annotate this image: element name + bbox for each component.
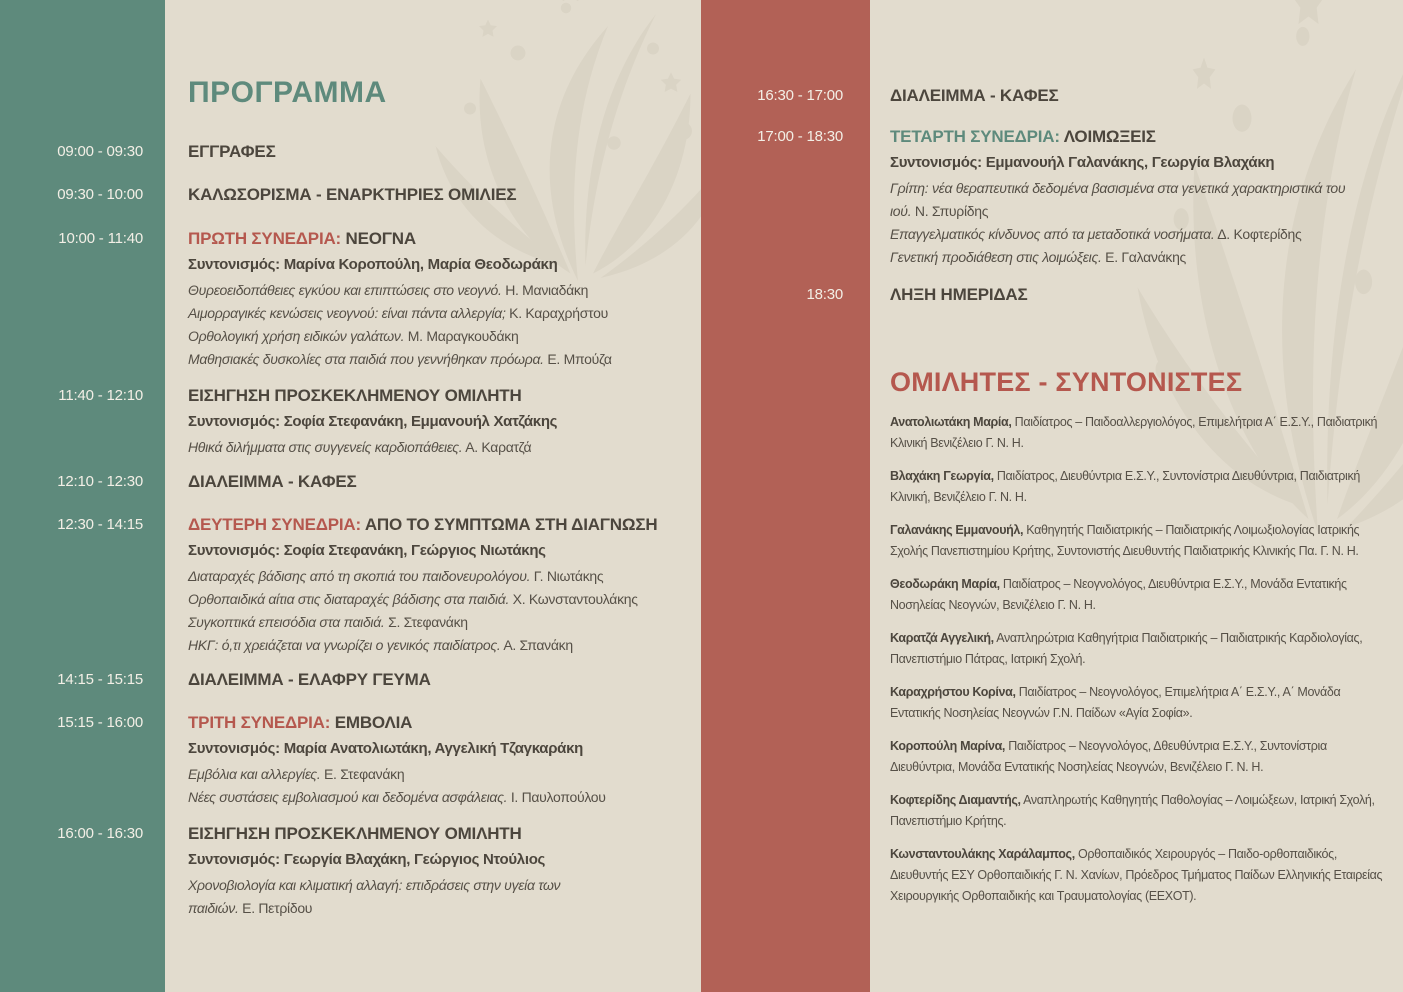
speaker-entry [890, 520, 1390, 562]
speakers-title: ΟΜΙΛΗΤΕΣ - ΣΥΝΤΟΝΙΣΤΕΣ [890, 367, 1243, 397]
session-heading: ΛΗΞΗ ΗΜΕΡΙΔΑΣ [890, 285, 1028, 304]
session-heading: ΕΓΓΡΑΦΕΣ [188, 142, 276, 161]
talk-speaker: Κ. Καραχρήστου [509, 305, 608, 321]
session-title: ΝΕΟΓΝΑ [345, 229, 416, 248]
middle-time-band [701, 0, 870, 992]
talk-topic: Εμβόλια και αλλεργίες. [188, 766, 321, 782]
talk-topic: Θυρεοειδοπάθειες εγκύου και επιπτώσεις στο νεογνό. [188, 282, 502, 298]
talk-line [188, 279, 693, 302]
talk-line [188, 565, 693, 588]
talk-topic: ΗΚΓ: ό,τι χρειάζεται να γνωρίζει ο γενικός παιδίατρος. [188, 637, 501, 653]
session-title: ΕΜΒΟΛΙΑ [334, 713, 413, 732]
talk-speaker: Ε. Μπούζα [547, 351, 612, 367]
talk-speaker: Δ. Κοφτερίδης [1217, 226, 1302, 242]
speaker-name: Κοφτερίδης Διαμαντής, [890, 793, 1021, 807]
speaker-entry [890, 844, 1390, 907]
talk-speaker: Σ. Στεφανάκη [388, 614, 468, 630]
speakers-section [890, 366, 1390, 919]
time-label: 17:00 - 18:30 [757, 128, 843, 145]
speaker-entry [890, 574, 1390, 616]
speaker-name: Ανατολιωτάκη Μαρία, [890, 415, 1012, 429]
talk-speaker: Α. Καρατζά [465, 439, 532, 455]
talk-line [188, 348, 693, 371]
time-label: 11:40 - 12:10 [58, 387, 143, 404]
time-label: 14:15 - 15:15 [57, 671, 143, 688]
talk-line [890, 246, 1352, 269]
talk-speaker: Η. Μανιαδάκη [505, 282, 589, 298]
page-title: ΠΡΟΓΡΑΜΜΑ [188, 76, 387, 109]
talk-topic: Ορθολογική χρήση ειδικών γαλάτων. [188, 328, 405, 344]
speaker-bio: Αναπληρώτρια Καθηγήτρια Παιδιατρικής – Παιδιατρικής Καρδιολογίας, Πανεπιστήμιο Πάτρας, Ιατρική Σχολή. [890, 631, 1363, 666]
session-heading [188, 711, 693, 734]
speaker-bio: Παιδίατρος – Νεογνολόγος, Δθευθύντρια Ε.Σ.Υ., Συντονίστρια Διευθύντρια, Μονάδα Εντατικής Νοσηλείας Νεογνών, Βενιζέλειο Γ. Ν. Η. [890, 739, 1327, 774]
talk-speaker: Ι. Παυλοπούλου [510, 789, 606, 805]
speaker-entry [890, 412, 1390, 454]
speaker-name: Καραχρήστου Κορίνα, [890, 685, 1016, 699]
time-label: 09:30 - 10:00 [57, 186, 143, 203]
speaker-entry [890, 736, 1390, 778]
moderators-line: Συντονισμός: Μαρία Ανατολιωτάκη, Αγγελική Τζαγκαράκη [188, 740, 584, 757]
talk-topic: Συγκοπτικά επεισόδια στα παιδιά. [188, 614, 385, 630]
talk-topic: Μαθησιακές δυσκολίες στα παιδιά που γεννήθηκαν πρόωρα. [188, 351, 544, 367]
talk-speaker: Ν. Σπυρίδης [914, 203, 989, 219]
talk-line [188, 763, 693, 786]
talk-topic: Αιμορραγικές κενώσεις νεογνού: είναι πάντα αλλεργία; [188, 305, 506, 321]
talk-topic: Διαταραχές βάδισης από τη σκοπιά του παιδονευρολόγου. [188, 568, 531, 584]
session-label: ΔΕΥΤΕΡΗ ΣΥΝΕΔΡΙΑ: [188, 515, 361, 534]
speaker-bio: Καθηγητής Παιδιατρικής – Παιδιατρικής Λοιμωξιολογίας Ιατρικής Σχολής Πανεπιστημίου Κρήτης, Συντονιστής Διευθυντής Παιδιατρικής Κλινικής Πα. Γ. Ν. Η. [890, 523, 1360, 558]
time-label: 09:00 - 09:30 [57, 143, 143, 160]
talk-topic: Γενετική προδιάθεση στις λοιμώξεις. [890, 249, 1102, 265]
session-label: ΠΡΩΤΗ ΣΥΝΕΔΡΙΑ: [188, 229, 342, 248]
time-label: 16:30 - 17:00 [757, 87, 843, 104]
talk-topic: Ηθικά διλήμματα στις συγγενείς καρδιοπάθειες. [188, 439, 463, 455]
talk-line [188, 325, 693, 348]
time-label: 18:30 [806, 286, 843, 303]
talk-line [890, 177, 1352, 223]
time-label: 16:00 - 16:30 [57, 825, 143, 842]
moderators-line: Συντονισμός: Σοφία Στεφανάκη, Εμμανουήλ Χατζάκης [188, 413, 558, 430]
talk-speaker: Α. Σπανάκη [503, 637, 573, 653]
speaker-name: Βλαχάκη Γεωργία, [890, 469, 994, 483]
moderators-line: Συντονισμός: Μαρίνα Κοροπούλη, Μαρία Θεοδωράκη [188, 256, 558, 273]
talk-speaker: Ε. Στεφανάκη [324, 766, 405, 782]
talk-speaker: Ε. Πετρίδου [242, 900, 313, 916]
talk-line [188, 634, 693, 657]
talk-line [188, 874, 608, 920]
time-label: 10:00 - 11:40 [58, 230, 143, 247]
session-title: ΛΟΙΜΩΞΕΙΣ [1063, 127, 1156, 146]
speaker-bio: Ορθοπαιδικός Χειρουργός – Παιδο-ορθοπαιδικός, Διευθυντής ΕΣΥ Ορθοπαιδικής Γ. Ν. Χανίων, Πρόεδρος Τμήματος Παίδων Ελληνικής Εταιρείας Χειρουργικής Ορθοπαιδικής και Τραυματολογίας (ΕΕΧΟΤ). [890, 847, 1383, 903]
talk-line [188, 611, 693, 634]
moderators-line: Συντονισμός: Γεωργία Βλαχάκη, Γεώργιος Ντούλιος [188, 851, 546, 868]
speaker-entry [890, 682, 1390, 724]
talk-line [188, 436, 693, 459]
session-heading: ΔΙΑΛΕΙΜΜΑ - ΚΑΦΕΣ [188, 472, 357, 491]
session-label: ΤΕΤΑΡΤΗ ΣΥΝΕΔΡΙΑ: [890, 127, 1060, 146]
session-heading [188, 513, 693, 536]
talk-line [188, 786, 693, 809]
session-heading: ΔΙΑΛΕΙΜΜΑ - ΚΑΦΕΣ [890, 86, 1059, 105]
talk-topic: Νέες συστάσεις εμβολιασμού και δεδομένα ασφάλειας. [188, 789, 508, 805]
talk-topic: Χρονοβιολογία και κλιματική αλλαγή: επιδράσεις στην υγεία των παιδιών. [188, 877, 561, 916]
session-heading: ΕΙΣΗΓΗΣΗ ΠΡΟΣΚΕΚΛΗΜΕΝΟΥ ΟΜΙΛΗΤΗ [188, 386, 522, 405]
talk-speaker: Ε. Γαλανάκης [1105, 249, 1187, 265]
talk-line [890, 223, 1352, 246]
speaker-entry [890, 628, 1390, 670]
talk-speaker: Μ. Μαραγκουδάκη [407, 328, 519, 344]
talk-speaker: Χ. Κωνσταντουλάκης [512, 591, 638, 607]
speaker-entry [890, 466, 1390, 508]
speaker-bio: Αναπληρωτής Καθηγητής Παθολογίας – Λοιμώξεων, Ιατρική Σχολή, Πανεπιστήμιο Κρήτης. [890, 793, 1375, 828]
speaker-name: Κοροπούλη Μαρίνα, [890, 739, 1006, 753]
time-label: 12:30 - 14:15 [57, 516, 143, 533]
talk-topic: Γρίπη: νέα θεραπευτικά δεδομένα βασισμένα στα γενετικά χαρακτηριστικά του ιού. [890, 180, 1346, 219]
speaker-name: Κωνσταντουλάκης Χαράλαμπος, [890, 847, 1075, 861]
speaker-name: Καρατζά Αγγελική, [890, 631, 994, 645]
speaker-bio: Παιδίατρος – Νεογνολόγος, Διευθύντρια Ε.Σ.Υ., Μονάδα Εντατικής Νοσηλείας Νεογνών, Βενιζέλειο Γ. Ν. Η. [890, 577, 1347, 612]
speaker-name: Θεοδωράκη Μαρία, [890, 577, 1000, 591]
speaker-name: Γαλανάκης Εμμανουήλ, [890, 523, 1024, 537]
moderators-line: Συντονισμός: Εμμανουήλ Γαλανάκης, Γεωργία Βλαχάκη [890, 154, 1275, 171]
session-heading: ΔΙΑΛΕΙΜΜΑ - ΕΛΑΦΡΥ ΓΕΥΜΑ [188, 670, 431, 689]
time-label: 12:10 - 12:30 [57, 473, 143, 490]
talk-line [188, 588, 693, 611]
session-heading [890, 125, 1352, 148]
moderators-line: Συντονισμός: Σοφία Στεφανάκη, Γεώργιος Νιωτάκης [188, 542, 546, 559]
talk-line [188, 302, 693, 325]
session-heading: ΕΙΣΗΓΗΣΗ ΠΡΟΣΚΕΚΛΗΜΕΝΟΥ ΟΜΙΛΗΤΗ [188, 824, 522, 843]
session-label: ΤΡΙΤΗ ΣΥΝΕΔΡΙΑ: [188, 713, 331, 732]
talk-topic: Επαγγελματικός κίνδυνος από τα μεταδοτικά νοσήματα. [890, 226, 1215, 242]
talk-topic: Ορθοπαιδικά αίτια στις διαταραχές βάδισης στα παιδιά. [188, 591, 510, 607]
speaker-entry [890, 790, 1390, 832]
session-heading [188, 227, 693, 250]
session-title: ΑΠΟ ΤΟ ΣΥΜΠΤΩΜΑ ΣΤΗ ΔΙΑΓΝΩΣΗ [364, 515, 658, 534]
speaker-bio: Παιδίατρος, Διευθύντρια Ε.Σ.Υ., Συντονίστρια Διευθύντρια, Παιδιατρική Κλινική, Βενιζέλειο Γ. Ν. Η. [890, 469, 1360, 504]
speaker-bio: Παιδίατρος – Παιδοαλλεργιολόγος, Επιμελήτρια Α΄ Ε.Σ.Υ., Παιδιατρική Κλινική Βενιζέλειο Γ. Ν. Η. [890, 415, 1378, 450]
speaker-bio: Παιδίατρος – Νεογνολόγος, Επιμελήτρια Α΄ Ε.Σ.Υ., Α΄ Μονάδα Εντατικής Νοσηλείας Νεογνών Γ.Ν. Παίδων «Αγία Σοφία». [890, 685, 1341, 720]
session-heading: ΚΑΛΩΣΟΡΙΣΜΑ - ΕΝΑΡΚΤΗΡΙΕΣ ΟΜΙΛΙΕΣ [188, 185, 517, 204]
time-label: 15:15 - 16:00 [57, 714, 143, 731]
talk-speaker: Γ. Νιωτάκης [533, 568, 604, 584]
